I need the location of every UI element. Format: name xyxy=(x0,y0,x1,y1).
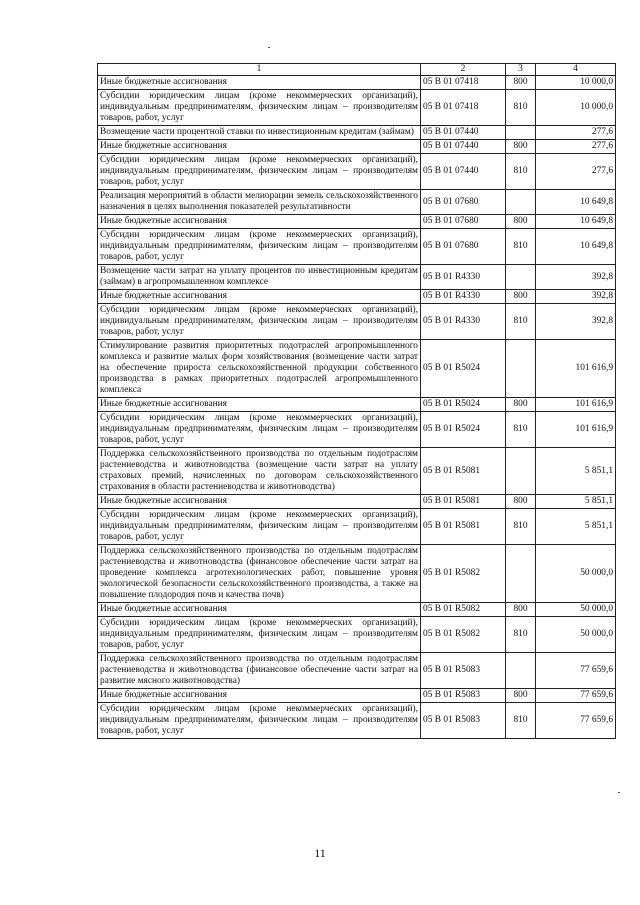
row-description: Иные бюджетные ассигнования xyxy=(98,398,421,412)
row-type: 800 xyxy=(506,215,536,229)
row-type: 810 xyxy=(506,617,536,653)
row-description: Субсидии юридическим лицам (кроме некоммерческих организаций), индивидуальным предпринимателям, физическим лицам – производителям товаров, работ, услуг xyxy=(98,229,421,265)
row-amount: 10 000,0 xyxy=(536,90,616,126)
column-header: 4 xyxy=(536,64,616,76)
row-description: Иные бюджетные ассигнования xyxy=(98,215,421,229)
row-amount: 10 649,8 xyxy=(536,229,616,265)
row-code: 05 В 01 07440 xyxy=(421,140,506,154)
row-code: 05 В 01 R5081 xyxy=(421,448,506,495)
row-description: Субсидии юридическим лицам (кроме некоммерческих организаций), индивидуальным предпринимателям, физическим лицам – производителям товаров, работ, услуг xyxy=(98,703,421,739)
row-description: Иные бюджетные ассигнования xyxy=(98,76,421,90)
row-type xyxy=(506,545,536,603)
row-code: 05 В 01 R5083 xyxy=(421,653,506,689)
row-type xyxy=(506,448,536,495)
row-description: Поддержка сельскохозяйственного производства по отдельным подотраслям растениеводства и животноводства (финансовое обеспечение части затрат на проведение комплекса агротехнологических работ, повышение уровня экологической безопасности сельскохозяйственного производства, а также на повышение плодородия почв и качества почв) xyxy=(98,545,421,603)
table-row xyxy=(98,154,616,190)
row-code: 05 В 01 R5024 xyxy=(421,340,506,398)
table-body xyxy=(98,76,616,739)
table-row xyxy=(98,340,616,398)
row-type: 810 xyxy=(506,412,536,448)
row-amount: 277,6 xyxy=(536,126,616,140)
row-description: Субсидии юридическим лицам (кроме некоммерческих организаций), индивидуальным предпринимателям, физическим лицам – производителям товаров, работ, услуг xyxy=(98,154,421,190)
table-row xyxy=(98,304,616,340)
page-number: 11 xyxy=(314,846,326,860)
row-amount: 392,8 xyxy=(536,304,616,340)
row-amount: 10 649,8 xyxy=(536,190,616,215)
row-amount: 77 659,6 xyxy=(536,689,616,703)
row-type xyxy=(506,190,536,215)
row-description: Субсидии юридическим лицам (кроме некоммерческих организаций), индивидуальным предпринимателям, физическим лицам – производителям товаров, работ, услуг xyxy=(98,617,421,653)
row-code: 05 В 01 R4330 xyxy=(421,290,506,304)
row-code: 05 В 01 R5082 xyxy=(421,603,506,617)
table-row xyxy=(98,229,616,265)
row-code: 05 В 01 07680 xyxy=(421,190,506,215)
table-row xyxy=(98,76,616,90)
row-type xyxy=(506,265,536,290)
table-row xyxy=(98,689,616,703)
row-code: 05 В 01 R4330 xyxy=(421,304,506,340)
table-row xyxy=(98,653,616,689)
table-row xyxy=(98,495,616,509)
row-amount: 277,6 xyxy=(536,154,616,190)
row-type: 800 xyxy=(506,689,536,703)
row-code: 05 В 01 07440 xyxy=(421,154,506,190)
row-amount: 10 649,8 xyxy=(536,215,616,229)
table-row xyxy=(98,140,616,154)
row-description: Иные бюджетные ассигнования xyxy=(98,290,421,304)
table-row xyxy=(98,126,616,140)
row-amount: 277,6 xyxy=(536,140,616,154)
table-row xyxy=(98,265,616,290)
table-row xyxy=(98,448,616,495)
row-code: 05 В 01 R5081 xyxy=(421,495,506,509)
row-description: Субсидии юридическим лицам (кроме некоммерческих организаций), индивидуальным предпринимателям, физическим лицам – производителям товаров, работ, услуг xyxy=(98,304,421,340)
row-description: Субсидии юридическим лицам (кроме некоммерческих организаций), индивидуальным предпринимателям, физическим лицам – производителям товаров, работ, услуг xyxy=(98,509,421,545)
column-header: 2 xyxy=(421,64,506,76)
row-type xyxy=(506,126,536,140)
row-amount: 392,8 xyxy=(536,265,616,290)
scan-speck xyxy=(618,792,620,793)
row-code: 05 В 01 R5024 xyxy=(421,412,506,448)
row-description: Поддержка сельскохозяйственного производства по отдельным подотраслям растениеводства и животноводства (возмещение части затрат на уплату страховых премий, начисленных по договорам сельскохозяйственного страхования в области растениеводства и животноводства) xyxy=(98,448,421,495)
row-description: Возмещение части затрат на уплату процентов по инвестиционным кредитам (займам) в агропромышленном комплексе xyxy=(98,265,421,290)
table-row xyxy=(98,509,616,545)
table-row xyxy=(98,617,616,653)
row-description: Реализация мероприятий в области мелиорации земель сельскохозяйственного назначения в целях выполнения показателей результативности xyxy=(98,190,421,215)
row-type: 810 xyxy=(506,509,536,545)
row-description: Иные бюджетные ассигнования xyxy=(98,689,421,703)
row-amount: 77 659,6 xyxy=(536,703,616,739)
row-type: 800 xyxy=(506,495,536,509)
row-description: Стимулирование развития приоритетных подотраслей агропромышленного комплекса и развитие малых форм хозяйствования (возмещение части затрат на обеспечение прироста сельскохозяйственной продукции собственного производства в рамках приоритетных подотраслей агропромышленного комплекса xyxy=(98,340,421,398)
table-row xyxy=(98,398,616,412)
row-type: 800 xyxy=(506,603,536,617)
row-amount: 50 000,0 xyxy=(536,617,616,653)
row-amount: 5 851,1 xyxy=(536,448,616,495)
row-amount: 10 000,0 xyxy=(536,76,616,90)
row-code: 05 В 01 R5083 xyxy=(421,689,506,703)
row-code: 05 В 01 07680 xyxy=(421,215,506,229)
table-row xyxy=(98,90,616,126)
row-type xyxy=(506,340,536,398)
row-amount: 101 616,9 xyxy=(536,340,616,398)
scan-speck xyxy=(268,47,270,48)
row-type: 800 xyxy=(506,398,536,412)
row-code: 05 В 01 R5081 xyxy=(421,509,506,545)
row-description: Иные бюджетные ассигнования xyxy=(98,140,421,154)
row-type xyxy=(506,653,536,689)
row-type: 800 xyxy=(506,140,536,154)
row-code: 05 В 01 R5082 xyxy=(421,545,506,603)
row-code: 05 В 01 R5083 xyxy=(421,703,506,739)
row-description: Иные бюджетные ассигнования xyxy=(98,495,421,509)
column-header: 1 xyxy=(98,64,421,76)
row-amount: 392,8 xyxy=(536,290,616,304)
row-code: 05 В 01 R5024 xyxy=(421,398,506,412)
row-type: 810 xyxy=(506,154,536,190)
row-amount: 101 616,9 xyxy=(536,398,616,412)
row-type: 800 xyxy=(506,76,536,90)
row-amount: 50 000,0 xyxy=(536,545,616,603)
row-description: Возмещение части процентной ставки по инвестиционным кредитам (займам) xyxy=(98,126,421,140)
row-code: 05 В 01 R5082 xyxy=(421,617,506,653)
table-row xyxy=(98,703,616,739)
row-code: 05 В 01 07680 xyxy=(421,229,506,265)
table-row xyxy=(98,545,616,603)
row-amount: 5 851,1 xyxy=(536,495,616,509)
row-amount: 77 659,6 xyxy=(536,653,616,689)
row-code: 05 В 01 07418 xyxy=(421,76,506,90)
row-code: 05 В 01 07418 xyxy=(421,90,506,126)
row-code: 05 В 01 R4330 xyxy=(421,265,506,290)
row-description: Поддержка сельскохозяйственного производства по отдельным подотраслям растениеводства и животноводства (финансовое обеспечение части затрат на развитие мясного животноводства) xyxy=(98,653,421,689)
row-amount: 5 851,1 xyxy=(536,509,616,545)
budget-table xyxy=(97,63,616,739)
row-description: Субсидии юридическим лицам (кроме некоммерческих организаций), индивидуальным предпринимателям, физическим лицам – производителям товаров, работ, услуг xyxy=(98,90,421,126)
table-header-row xyxy=(98,64,616,76)
table-row xyxy=(98,412,616,448)
row-type: 800 xyxy=(506,290,536,304)
row-type: 810 xyxy=(506,90,536,126)
row-type: 810 xyxy=(506,229,536,265)
table-row xyxy=(98,215,616,229)
table-row xyxy=(98,190,616,215)
row-description: Субсидии юридическим лицам (кроме некоммерческих организаций), индивидуальным предпринимателям, физическим лицам – производителям товаров, работ, услуг xyxy=(98,412,421,448)
row-description: Иные бюджетные ассигнования xyxy=(98,603,421,617)
table-row xyxy=(98,290,616,304)
row-type: 810 xyxy=(506,304,536,340)
row-code: 05 В 01 07440 xyxy=(421,126,506,140)
row-amount: 50 000,0 xyxy=(536,603,616,617)
row-amount: 101 616,9 xyxy=(536,412,616,448)
table-row xyxy=(98,603,616,617)
row-type: 810 xyxy=(506,703,536,739)
column-header: 3 xyxy=(506,64,536,76)
